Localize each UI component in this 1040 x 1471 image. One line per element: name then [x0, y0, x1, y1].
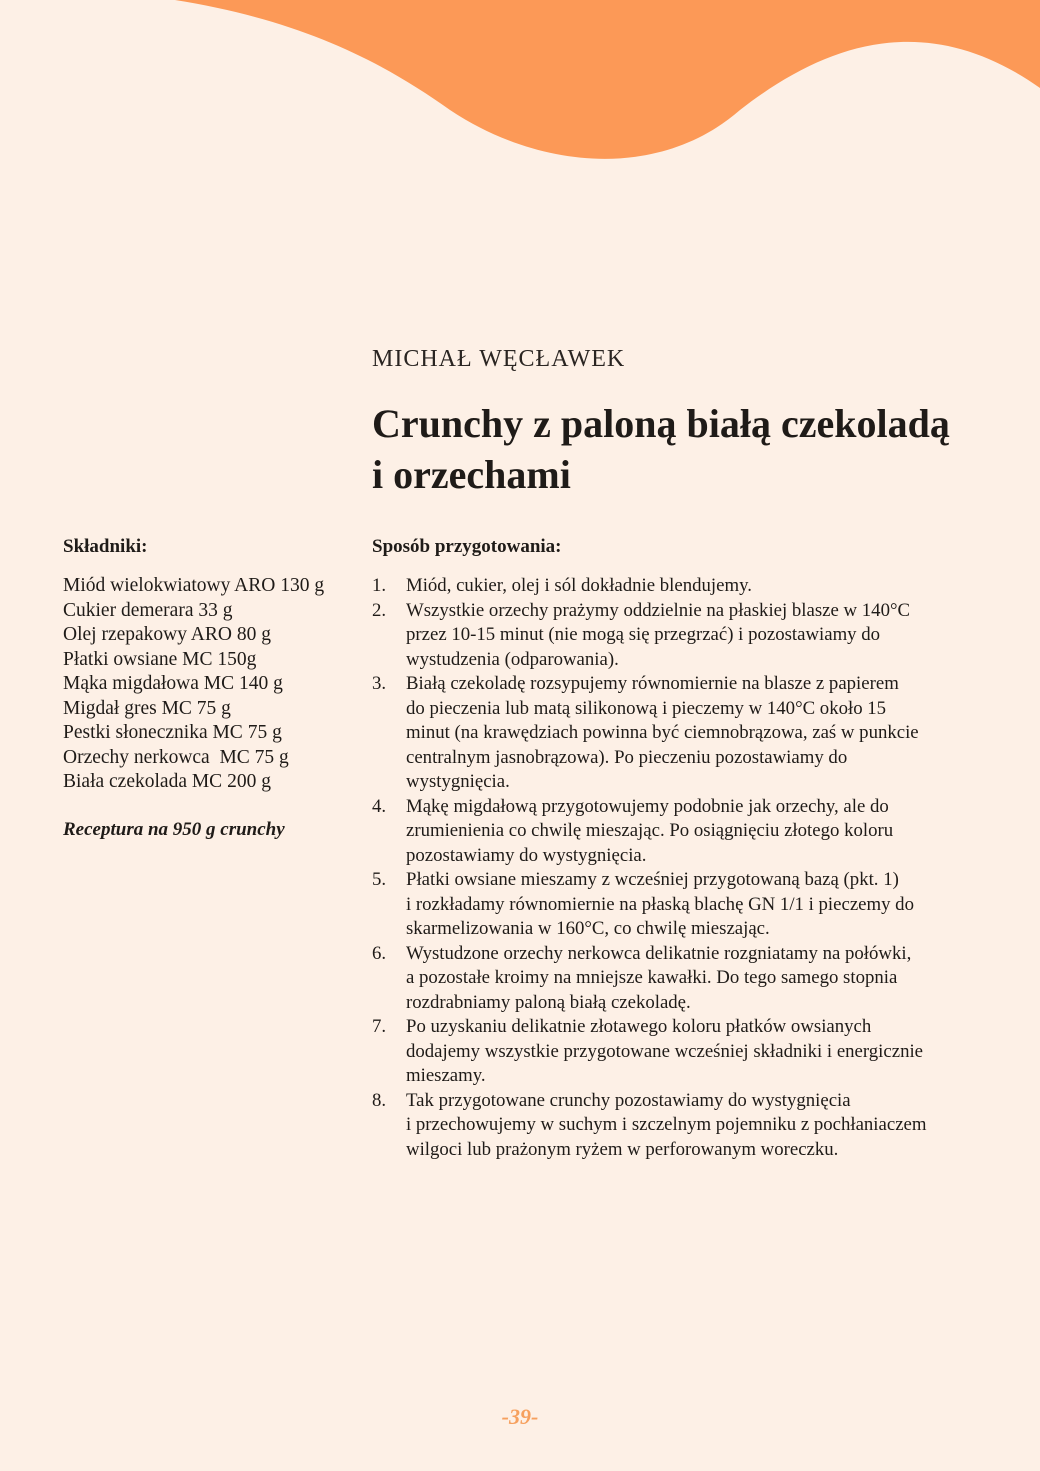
step-text-line: a pozostałe kroimy na mniejsze kawałki. Do tego samego stopnia — [406, 967, 898, 988]
step-text-line: Miód, cukier, olej i sól dokładnie blendujemy. — [406, 575, 752, 596]
ingredient-item: Orzechy nerkowca MC 75 g — [63, 746, 289, 768]
step-number: 3. — [372, 673, 387, 694]
method-step — [372, 574, 992, 599]
method-step — [372, 1089, 992, 1163]
method-step — [372, 1015, 992, 1089]
method-step — [372, 868, 992, 942]
step-text-line: pozostawiamy do wystygnięcia. — [406, 844, 647, 866]
step-text-line: minut (na krawędziach powinna być ciemnobrązowa, zaś w punkcie — [406, 722, 919, 743]
step-text-line: Po uzyskaniu delikatnie złotawego koloru płatków owsianych — [406, 1016, 872, 1037]
step-number: 5. — [372, 869, 387, 890]
step-text-line: mieszamy. — [406, 1065, 486, 1086]
author-name: MICHAŁ WĘCŁAWEK — [372, 346, 626, 372]
step-text-line: Tak przygotowane crunchy pozostawiamy do wystygnięcia — [406, 1089, 851, 1111]
ingredient-item: Biała czekolada MC 200 g — [63, 771, 271, 792]
title-line-1: Crunchy z paloną białą czekoladą — [372, 401, 950, 446]
title-line-2: i orzechami — [372, 452, 571, 497]
step-number: 8. — [372, 1089, 387, 1111]
step-text-line: Białą czekoladę rozsypujemy równomiernie na blasze z papierem — [406, 673, 899, 694]
page-number: -39- — [501, 1404, 539, 1429]
method-steps — [372, 574, 992, 1162]
step-text-line: zrumienienia co chwilę mieszając. Po osiągnięciu złotego koloru — [406, 820, 894, 841]
ingredient-item: Olej rzepakowy ARO 80 g — [63, 624, 271, 645]
ingredient-item: Cukier demerara 33 g — [63, 599, 233, 621]
method-step — [372, 795, 992, 869]
recipe-title — [372, 398, 1012, 500]
step-text-line: skarmelizowania w 160°C, co chwilę mieszając. — [406, 918, 770, 939]
step-text-line: do pieczenia lub matą silikonową i pieczemy w 140°C około 15 — [406, 697, 887, 719]
method-step — [372, 599, 992, 673]
step-number: 4. — [372, 795, 387, 817]
step-text-line: dodajemy wszystkie przygotowane wcześniej składniki i energicznie — [406, 1040, 924, 1062]
step-number: 2. — [372, 599, 387, 621]
ingredient-item: Pestki słonecznika MC 75 g — [63, 722, 282, 743]
recipe-yield-note: Receptura na 950 g crunchy — [63, 819, 285, 840]
step-text-line: Płatki owsiane mieszamy z wcześniej przygotowaną bazą (pkt. 1) — [406, 869, 899, 890]
method-heading: Sposób przygotowania: — [372, 536, 562, 557]
step-text-line: wystudzenia (odparowania). — [406, 648, 619, 670]
decorative-wave — [0, 0, 1040, 180]
ingredients-list — [63, 574, 324, 795]
step-number: 7. — [372, 1016, 387, 1037]
wave-shape — [175, 0, 1040, 159]
ingredient-item: Miód wielokwiatowy ARO 130 g — [63, 575, 325, 596]
method-step — [372, 672, 992, 795]
step-text-line: wystygnięcia. — [406, 771, 510, 792]
step-text-line: Wystudzone orzechy nerkowca delikatnie rozgniatamy na połówki, — [406, 942, 912, 964]
step-text-line: rozdrabniamy paloną białą czekoladę. — [406, 991, 691, 1013]
step-number: 6. — [372, 942, 387, 964]
ingredient-item: Mąka migdałowa MC 140 g — [63, 673, 283, 694]
ingredient-item: Migdał gres MC 75 g — [63, 697, 231, 719]
step-text-line: centralnym jasnobrązowa). Po pieczeniu pozostawiamy do — [406, 746, 848, 768]
step-text-line: i rozkładamy równomiernie na płaską blachę GN 1/1 i pieczemy do — [406, 893, 914, 915]
step-text-line: i przechowujemy w suchym i szczelnym pojemniku z pochłaniaczem — [406, 1114, 927, 1135]
step-text-line: Wszystkie orzechy prażymy oddzielnie na płaskiej blasze w 140°C — [406, 599, 911, 621]
step-text-line: Mąkę migdałową przygotowujemy podobnie jak orzechy, ale do — [406, 795, 889, 817]
step-text-line: przez 10-15 minut (nie mogą się przegrzać) i pozostawiamy do — [406, 624, 881, 645]
method-step — [372, 942, 992, 1016]
step-text-line: wilgoci lub prażonym ryżem w perforowanym woreczku. — [406, 1138, 839, 1160]
ingredient-item: Płatki owsiane MC 150g — [63, 648, 257, 670]
step-number: 1. — [372, 575, 387, 596]
ingredients-heading: Składniki: — [63, 536, 148, 557]
